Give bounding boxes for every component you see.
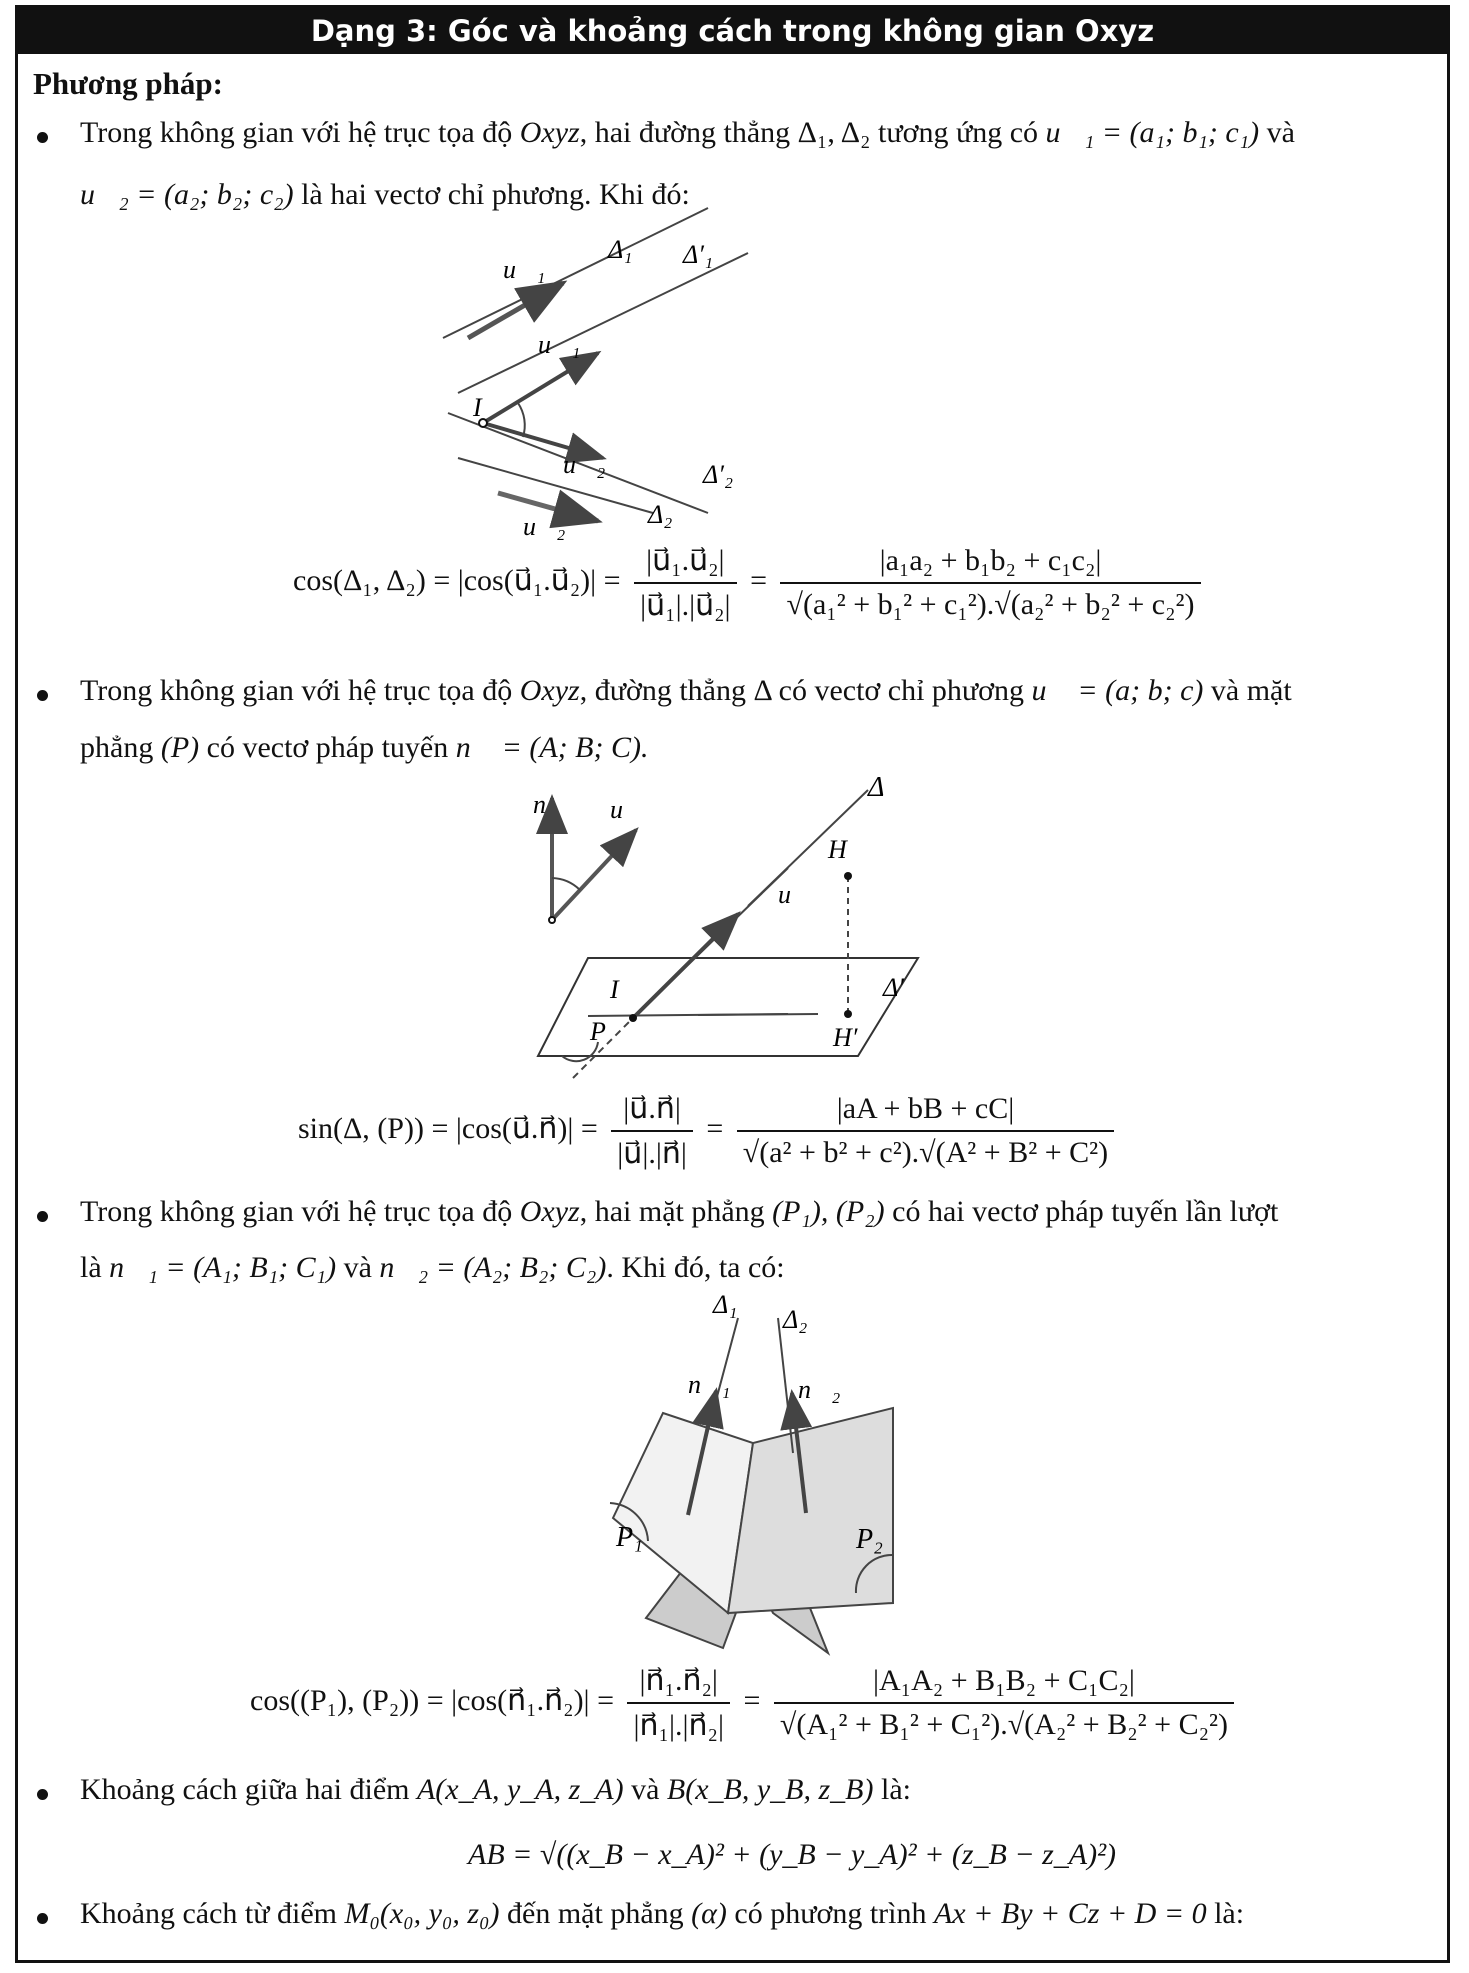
formula-angle-lines: cos(Δ₁, Δ₂) = |cos(u⃗₁.u⃗₂)| = $\frac{\text{|u⃗₁.u⃗₂|}}{\text{|u⃗₁|.|u⃗₂|}}$ = $\frac{\text{|a₁a₂ + b₁b₂ + c₁c₂|}}{\text{√(a₁² + b₁² + c₁²).√(a₂² + b₂² + c₂²)}}$ [293, 543, 1207, 623]
label-n2: n⃗₂ [798, 1375, 841, 1404]
label-P2: P₂ [856, 1524, 883, 1555]
figure-line-plane [533, 772, 988, 1098]
label-I: I [610, 975, 619, 1004]
bullet-1-line-2: u⃗₂ = (a₂; b₂; c₂) là hai vectơ chỉ phương. Khi đó: [80, 178, 690, 211]
bullet-2 [37, 690, 48, 701]
label-u1-top: u⃗₁ [503, 255, 546, 284]
label-u2-bottom: u⃗₂ [523, 512, 566, 541]
label-n: n⃗ [533, 790, 567, 819]
angle-arc-nu [552, 878, 580, 890]
label-delta1: Δ₁ [713, 1290, 738, 1319]
label-u2: u⃗₂ [563, 450, 606, 479]
label-delta-prime: Δ′ [883, 973, 904, 1002]
label-P: P [590, 1017, 606, 1046]
delta1-line [443, 208, 708, 338]
delta2-line [458, 458, 653, 513]
label-u1: u⃗₁ [538, 330, 581, 359]
label-I: I [473, 393, 482, 422]
label-u-small: u⃗ [610, 795, 644, 824]
plane-P2 [728, 1408, 893, 1613]
bullet-5-line: Khoảng cách từ điểm M₀(x₀, y₀, z₀) đến mặt phẳng (α) có phương trình Ax + By + Cz + D = 0 là: [80, 1897, 1245, 1930]
origin-point [549, 917, 555, 923]
bullet-3 [37, 1211, 48, 1222]
label-delta2: Δ₂ [648, 500, 673, 529]
u-vector-small [552, 830, 636, 920]
formula-2-lhs: sin(Δ, (P)) = |cos(u⃗.n⃗)| = [298, 1111, 598, 1145]
formula-angle-planes: cos((P₁), (P₂)) = |cos(n⃗₁.n⃗₂)| = $\frac{\text{|n⃗₁.n⃗₂|}}{\text{|n⃗₁|.|n⃗₂|}}$ = $\frac{\text{|A₁A₂ + B₁B₂ + C₁C₂|}}{\text{√(A₁² + B₁² + C₁²).√(A₂² + B₂² + C₂²)}}$ [250, 1663, 1240, 1743]
method-heading: Phương pháp: [33, 66, 223, 101]
bullet-3-line-1: Trong không gian với hệ trục tọa độ Oxyz, hai mặt phẳng (P₁), (P₂) có hai vectơ pháp tuyến lần lượt [80, 1195, 1279, 1228]
label-H: H [828, 835, 847, 864]
delta2-line [778, 1318, 793, 1453]
bullet-2-line-2: phẳng (P) có vectơ pháp tuyến n⃗ = (A; B; C). [80, 731, 649, 764]
delta1-prime-line [458, 253, 748, 393]
figure-two-planes [588, 1290, 908, 1668]
bullet-5 [37, 1913, 48, 1924]
label-delta2-prime: Δ′₂ [703, 460, 733, 489]
formula-3-lhs: cos((P₁), (P₂)) = |cos(n⃗₁.n⃗₂)| = [250, 1683, 614, 1717]
label-delta1-prime: Δ′₁ [683, 240, 713, 269]
u1-vector [483, 353, 598, 423]
point-H [844, 872, 852, 880]
label-P1: P₁ [616, 1522, 643, 1553]
point-H-prime [844, 1010, 852, 1018]
bullet-2-line-1: Trong không gian với hệ trục tọa độ Oxyz, đường thẳng Δ có vectơ chỉ phương u⃗ = (a; b; c) và mặt [80, 674, 1292, 707]
label-n1: n⃗₁ [688, 1370, 731, 1399]
bullet-4 [37, 1789, 48, 1800]
label-delta1: Δ₁ [608, 235, 633, 264]
formula-angle-line-plane: sin(Δ, (P)) = |cos(u⃗.n⃗)| = $\frac{|u⃗.n⃗|}{|u⃗|.|n⃗|}$ = $\frac{|aA + bB + cC|}{\text{√(a² + b² + c²).√(A² + B² + C²)}}$ [298, 1091, 1120, 1171]
bullet-4-line: Khoảng cách giữa hai điểm A(x_A, y_A, z_A) và B(x_B, y_B, z_B) là: [80, 1773, 911, 1806]
formula-distance-points: AB = √((x_B − x_A)² + (y_B − y_A)² + (z_B − z_A)²) [468, 1838, 1117, 1871]
bullet-3-line-2: là n⃗₁ = (A₁; B₁; C₁) và n⃗₂ = (A₂; B₂; C₂). Khi đó, ta có: [80, 1251, 785, 1284]
section-title: Dạng 3: Góc và khoảng cách trong không gian Oxyz [18, 8, 1447, 54]
delta-prime-right [698, 1014, 818, 1015]
point-I [629, 1014, 637, 1022]
formula-1-lhs: cos(Δ₁, Δ₂) = |cos(u⃗₁.u⃗₂)| = [293, 563, 621, 597]
label-delta2: Δ₂ [783, 1305, 808, 1334]
bullet-1 [37, 132, 48, 143]
label-u-line: u⃗ [778, 880, 812, 909]
content-frame [15, 5, 1450, 1963]
bullet-1-line-1: Trong không gian với hệ trục tọa độ Oxyz, hai đường thẳng Δ₁, Δ₂ tương ứng có u⃗₁ = (a₁; b₁; c₁) và [80, 116, 1295, 149]
label-H-prime: H′ [833, 1023, 858, 1052]
figure-two-lines [418, 223, 938, 543]
label-delta: Δ [868, 772, 885, 803]
